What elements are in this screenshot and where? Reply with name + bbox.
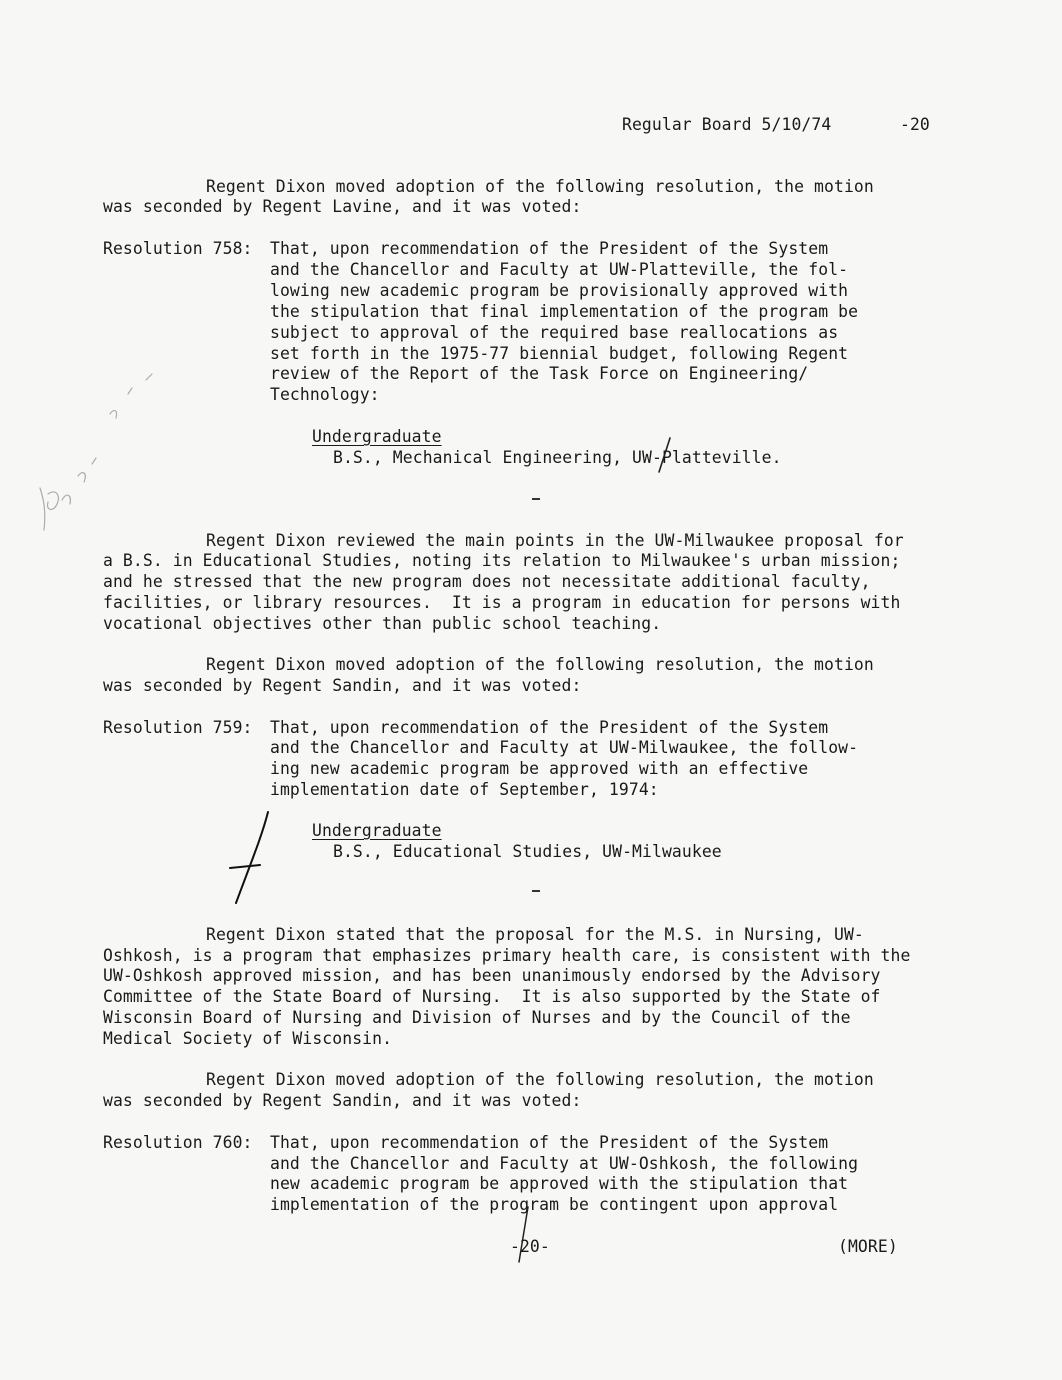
resolution-line: That, upon recommendation of the President of the System — [270, 1133, 829, 1152]
resolution-line: new academic program be approved with the stipulation that — [270, 1174, 849, 1193]
pen-check-mark — [236, 812, 268, 903]
paragraph-line: Regent Dixon stated that the proposal for the M.S. in Nursing, UW- — [206, 925, 864, 944]
resolution-label: Resolution 759: — [103, 718, 253, 737]
paragraph-line: UW-Oshkosh approved mission, and has been unanimously endorsed by the Advisory — [103, 966, 881, 985]
resolution-label: Resolution 758: — [103, 239, 253, 258]
paragraph-line: vocational objectives other than public school teaching. — [103, 614, 662, 633]
resolution-line: lowing new academic program be provisionally approved with — [270, 281, 849, 300]
resolution-line: set forth in the 1975-77 biennial budget, following Regent — [270, 344, 849, 363]
paragraph-line: Medical Society of Wisconsin. — [103, 1029, 393, 1048]
paragraph-line: Oshkosh, is a program that emphasizes primary health care, is consistent with the — [103, 946, 911, 965]
paragraph-line: Regent Dixon moved adoption of the following resolution, the motion — [206, 655, 874, 674]
resolution-line: and the Chancellor and Faculty at UW-Milwaukee, the follow- — [270, 738, 859, 757]
dash-mark — [532, 498, 540, 500]
header-title: Regular Board 5/10/74 — [622, 115, 832, 134]
pen-check-mark — [230, 865, 260, 868]
footer-more: (MORE) — [838, 1237, 898, 1256]
dash-mark — [532, 890, 540, 892]
paragraph-line: Regent Dixon moved adoption of the following resolution, the motion — [206, 177, 874, 196]
paragraph-line: was seconded by Regent Lavine, and it was voted: — [103, 197, 582, 216]
resolution-line: That, upon recommendation of the President of the System — [270, 718, 829, 737]
program-level-heading: Undergraduate — [312, 427, 442, 446]
resolution-line: subject to approval of the required base reallocations as — [270, 323, 839, 342]
paragraph-line: facilities, or library resources. It is a program in education for persons with — [103, 593, 901, 612]
resolution-line: Technology: — [270, 385, 380, 404]
paragraph-line: was seconded by Regent Sandin, and it was voted: — [103, 676, 582, 695]
resolution-label: Resolution 760: — [103, 1133, 253, 1152]
resolution-line: implementation of the program be contingent upon approval — [270, 1195, 839, 1214]
margin-scribble — [40, 374, 152, 530]
paragraph-line: Committee of the State Board of Nursing. It is also supported by the State of — [103, 987, 881, 1006]
paragraph-line: was seconded by Regent Sandin, and it was voted: — [103, 1091, 582, 1110]
paragraph-line: Regent Dixon moved adoption of the following resolution, the motion — [206, 1070, 874, 1089]
resolution-line: implementation date of September, 1974: — [270, 780, 659, 799]
resolution-line: the stipulation that final implementation of the program be — [270, 302, 859, 321]
program-entry: B.S., Educational Studies, UW-Milwaukee — [333, 842, 722, 861]
resolution-line: and the Chancellor and Faculty at UW-Platteville, the fol- — [270, 260, 849, 279]
footer-page-number: -20- — [510, 1237, 550, 1256]
resolution-line: That, upon recommendation of the President of the System — [270, 239, 829, 258]
header-page-number: -20 — [900, 115, 930, 134]
paragraph-line: and he stressed that the new program does not necessitate additional faculty, — [103, 572, 871, 591]
program-level-heading: Undergraduate — [312, 821, 442, 840]
resolution-line: review of the Report of the Task Force on Engineering/ — [270, 364, 809, 383]
paragraph-line: a B.S. in Educational Studies, noting its relation to Milwaukee's urban mission; — [103, 551, 901, 570]
paragraph-line: Regent Dixon reviewed the main points in the UW-Milwaukee proposal for — [206, 531, 904, 550]
resolution-line: and the Chancellor and Faculty at UW-Oshkosh, the following — [270, 1154, 859, 1173]
paragraph-line: Wisconsin Board of Nursing and Division of Nurses and by the Council of the — [103, 1008, 851, 1027]
program-entry: B.S., Mechanical Engineering, UW-Platteville. — [333, 448, 782, 467]
resolution-line: ing new academic program be approved with an effective — [270, 759, 809, 778]
